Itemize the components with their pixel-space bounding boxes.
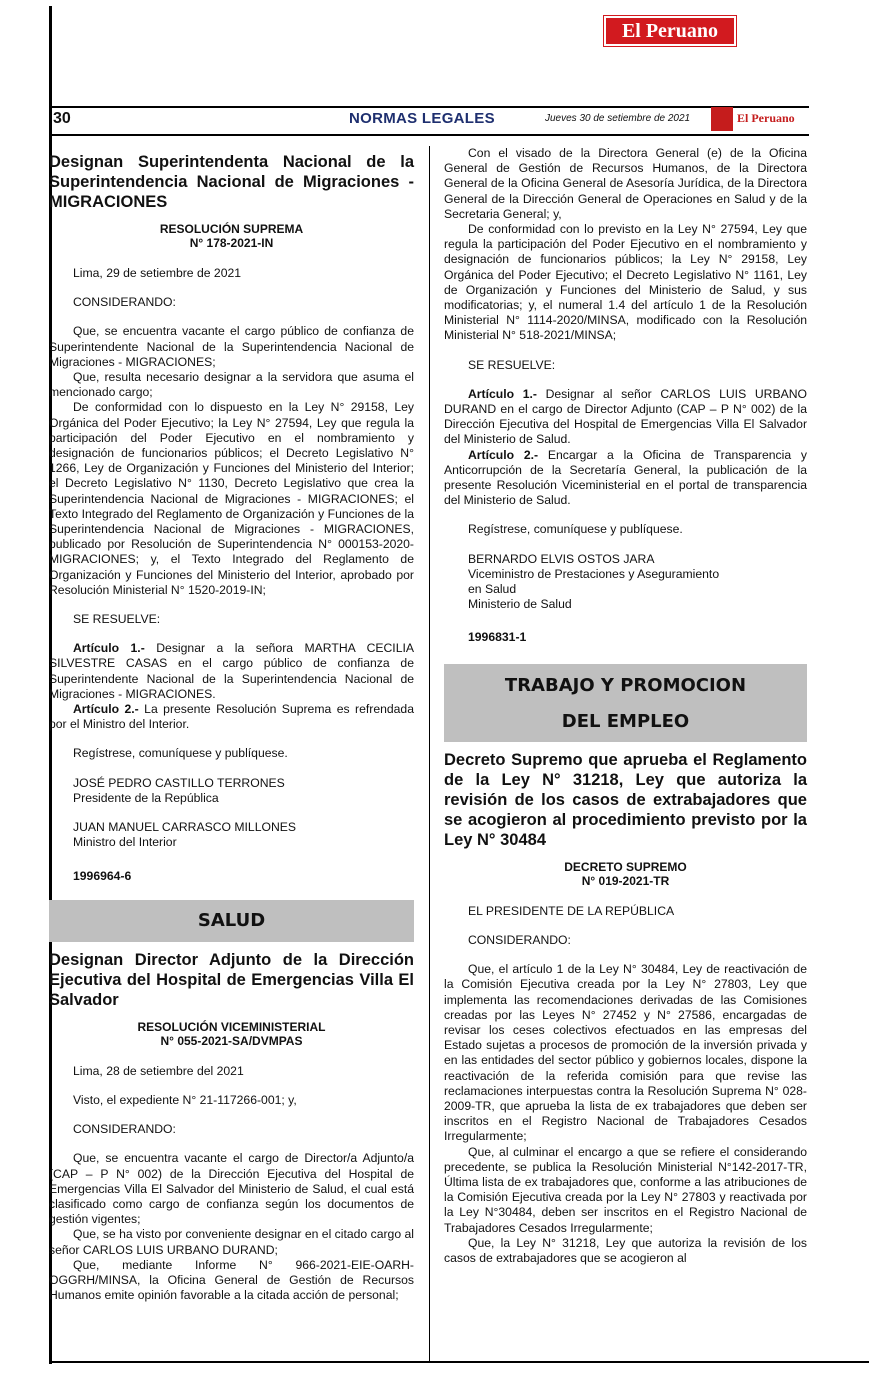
considerando-label: CONSIDERANDO:	[73, 1122, 176, 1137]
issue-date: Jueves 30 de setiembre de 2021	[545, 113, 691, 124]
closing-formula: Regístrese, comuníquese y publíquese.	[73, 746, 288, 761]
article-text: Designar a la señora MARTHA CECILIA SILVESTRE CASAS en el cargo público de confianza de Superintendente Nacional de la Superintendencia Nacional de Migraciones - MIGRACIONES.	[49, 641, 414, 701]
article-label: Artículo 2.-	[468, 447, 539, 462]
place-date: Lima, 29 de setiembre de 2021	[73, 266, 242, 280]
resolution-heading	[49, 1020, 414, 1048]
header-logo	[711, 107, 807, 131]
place-date: Lima, 28 de setiembre del 2021	[73, 1063, 244, 1078]
paragraph: Que, se ha visto por conveniente designar en el citado cargo al señor CARLOS LUIS URBANO DURAND;	[49, 1227, 414, 1257]
article-title: Designan Superintendenta Nacional de la Superintendencia Nacional de Migraciones - MIGRACIONES	[49, 153, 414, 211]
considerando-label: CONSIDERANDO:	[73, 295, 176, 310]
signatory-role: Ministerio de Salud	[468, 597, 572, 612]
resolution-type: RESOLUCIÓN VICEMINISTERIAL	[137, 1019, 326, 1034]
document-code: 1996964-6	[73, 868, 132, 883]
section-title: NORMAS LEGALES	[349, 110, 495, 127]
section-band-trabajo	[444, 664, 807, 742]
page-number: 30	[53, 110, 71, 127]
decree-type: DECRETO SUPREMO	[564, 859, 687, 874]
masthead-logo: El Peruano	[604, 16, 736, 46]
article-text: La presente Resolución Suprema es refrendada por el Ministro del Interior.	[49, 702, 414, 732]
signatory-role: Presidente de la República	[73, 790, 219, 805]
president-label: EL PRESIDENTE DE LA REPÚBLICA	[468, 903, 675, 918]
resolution-number: N° 178-2021-IN	[189, 236, 274, 250]
paragraph: Que, resulta necesario designar a la servidora que asuma el mencionado cargo;	[49, 370, 414, 400]
signatory-name: JOSÉ PEDRO CASTILLO TERRONES	[73, 775, 285, 790]
closing-formula: Regístrese, comuníquese y publíquese.	[468, 522, 683, 537]
header-logo-text: El Peruano	[737, 111, 795, 125]
resolution-heading	[49, 222, 414, 250]
resolution-type: RESOLUCIÓN SUPREMA	[159, 222, 304, 236]
paragraph: Que, el artículo 1 de la Ley N° 30484, Ley de reactivación de la Comisión Ejecutiva creada por la Ley N° 27803, Ley que implementa las recomendaciones derivadas de las Comisiones creadas por las Leyes N° 27452 y N° 27586, encargadas de revisar los ceses colectivos efectuados en las empresas del Estado sujetas a procesos de promoción de la inversión privada y en las entidades del sector público y gobiernos locales, dispone la reactivación de la referida comisión para que revise las reclamaciones interpuestas contra la Resolución Suprema N° 028-2009-TR, que aprueba la lista de ex trabajadores que deben ser inscritos en el Registro Nacional de Trabajadores Cesados Irregularmente;	[444, 962, 807, 1144]
paragraph: Que, se encuentra vacante el cargo público de confianza de Superintendente Nacional de la Superintendencia Nacional de Migraciones - MIGRACIONES;	[49, 324, 414, 369]
article-2	[49, 702, 414, 732]
signatory-name: JUAN MANUEL CARRASCO MILLONES	[73, 820, 297, 835]
signatory-role: en Salud	[468, 582, 517, 597]
article-label: Artículo 2.-	[73, 702, 139, 717]
article-text: Encargar a la Oficina de Transparencia y Anticorrupción de la Secretaría General, la publicación de la presente Resolución Viceministerial en el portal de transparencia del Ministerio de Salud.	[444, 447, 807, 508]
article-text: Designar al señor CARLOS LUIS URBANO DURAND en el cargo de Director Adjunto (CAP – P N° 002) de la Dirección Ejecutiva del Hospital de Emergencias Villa El Salvador del Ministerio de Salud.	[444, 386, 808, 447]
paragraph: Que, la Ley N° 31218, Ley que autoriza la revisión de los casos de extrabajadores que se acogieron al	[444, 1235, 807, 1265]
header-rule-top	[49, 106, 809, 108]
resuelve-label: SE RESUELVE:	[468, 357, 556, 372]
coat-of-arms-icon	[711, 107, 733, 131]
header-rule-bottom	[49, 134, 809, 136]
signatory-role: Viceministro de Prestaciones y Aseguramiento	[468, 566, 720, 581]
right-column	[444, 146, 807, 1266]
signatory-role: Ministro del Interior	[73, 835, 177, 850]
decree-heading	[444, 860, 807, 888]
column-divider	[429, 146, 430, 1361]
paragraph: De conformidad con lo dispuesto en la Ley N° 29158, Ley Orgánica del Poder Ejecutivo; la Ley N° 27594, Ley que regula la participación del Poder Ejecutivo en el nombramiento y designación de funcionarios públicos; el Decreto Legislativo N° 1266, Ley de Organización y Funciones del Ministerio del Interior; el Decreto Legislativo N° 1130, Decreto Legislativo que crea la Superintendencia Nacional de Migraciones - MIGRACIONES; el Texto Integrado del Reglamento de Organización y Funciones de la Superintendencia Nacional de Migraciones - MIGRACIONES, publicado por Resolución de Superintendencia N° 000153-2020-MIGRACIONES; y, el Texto Integrado del Reglamento de Organización y Funciones del Ministerio del Interior, aprobado por Resolución Ministerial N° 1520-2019-IN;	[49, 400, 414, 597]
article-label: Artículo 1.-	[468, 386, 537, 401]
article-label: Artículo 1.-	[73, 641, 145, 656]
article-2	[444, 448, 807, 509]
footer-rule	[49, 1361, 869, 1363]
newspaper-page	[49, 6, 869, 1364]
decree-number: N° 019-2021-TR	[581, 873, 670, 888]
paragraph: Con el visado de la Directora General (e) de la Oficina General de Gestión de Recursos Humanos, de la Directora General de la Oficina General de Asesoría Jurídica, de la Directora General de la Dirección General de Operaciones en Salud y de la Secretaria General; y,	[444, 146, 807, 221]
resolution-number: N° 055-2021-SA/DVMPAS	[160, 1033, 303, 1048]
article-title: Decreto Supremo que aprueba el Reglamento de la Ley N° 31218, Ley que autoriza la revisión de los casos de extrabajadores que se acogieron al procedimiento previsto por la Ley N° 30484	[444, 750, 807, 849]
article-1	[444, 387, 807, 448]
paragraph: Que, mediante Informe N° 966-2021-EIE-OARH-OGGRH/MINSA, la Oficina General de Gestión de Recursos Humanos emite opinión favorable a la citada acción de personal;	[49, 1257, 414, 1303]
signatory-name: BERNARDO ELVIS OSTOS JARA	[468, 551, 655, 566]
considerando-label: CONSIDERANDO:	[468, 932, 571, 947]
article-title: Designan Director Adjunto de la Dirección Ejecutiva del Hospital de Emergencias Villa El Salvador	[49, 950, 414, 1009]
article-1	[49, 641, 414, 702]
left-column	[49, 146, 414, 1303]
band-line-1: TRABAJO Y PROMOCION	[504, 674, 747, 696]
document-code: 1996831-1	[468, 630, 527, 645]
resuelve-label: SE RESUELVE:	[73, 612, 161, 627]
paragraph: De conformidad con lo previsto en la Ley N° 27594, Ley que regula la participación del Poder Ejecutivo en el nombramiento y designación de funcionarios públicos; la Ley N° 29158, Ley Orgánica del Poder Ejecutivo; el Decreto Legislativo N° 1161, Ley de Organización y Funciones del Ministerio de Salud, y sus modificatorias; y, el numeral 1.4 del artículo 1 de la Resolución Ministerial N° 1114-2020/MINSA, modificado con la Resolución Ministerial N° 518-2021/MINSA;	[444, 222, 807, 343]
section-band-salud: SALUD	[49, 900, 414, 942]
visto: Visto, el expediente N° 21-117266-001; y,	[73, 1092, 297, 1107]
paragraph: Que, al culminar el encargo a que se refiere el considerando precedente, se publica la Resolución Ministerial N°142-2017-TR, Última lista de ex trabajadores que, conforme a las atribuciones de la Comisión Ejecutiva creada por la Ley N° 27803 y reactivada por la Ley N°30484, deben ser inscritos en el Registro Nacional de Trabajadores Cesados Irregularmente;	[444, 1144, 807, 1235]
paragraph: Que, se encuentra vacante el cargo de Director/a Adjunto/a (CAP – P N° 002) de la Dirección Ejecutiva del Hospital de Emergencias Villa El Salvador del Ministerio de Salud, el cual está clasificado como cargo de confianza según los documentos de gestión vigentes;	[49, 1151, 414, 1227]
band-line-2: DEL EMPLEO	[561, 710, 690, 732]
